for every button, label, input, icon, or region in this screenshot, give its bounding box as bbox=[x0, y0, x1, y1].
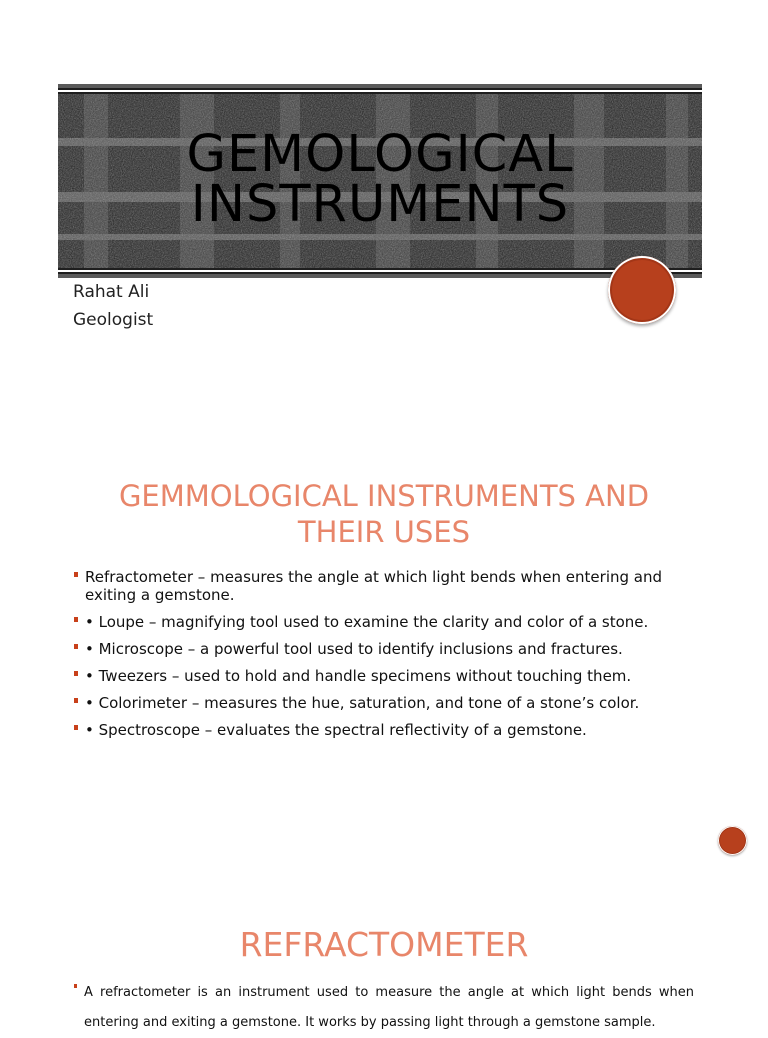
presentation-title bbox=[58, 125, 702, 234]
list-item-text: • Microscope – a powerful tool used to identify inclusions and fractures. bbox=[85, 640, 623, 658]
list-item bbox=[72, 667, 702, 685]
bullet-marker-icon bbox=[74, 644, 78, 649]
author-role: Geologist bbox=[73, 310, 154, 330]
bullet-marker-icon bbox=[74, 617, 78, 622]
instruments-slide bbox=[0, 470, 768, 870]
bullet-marker-icon bbox=[74, 671, 78, 676]
slide2-title bbox=[70, 478, 698, 550]
decorative-circle bbox=[608, 256, 676, 324]
slide2-title-line-1: GEMMOLOGICAL INSTRUMENTS AND bbox=[118, 479, 650, 513]
refractometer-slide bbox=[0, 920, 768, 1030]
instrument-list bbox=[72, 568, 702, 748]
title-slide bbox=[0, 0, 768, 420]
list-item-text: Refractometer – measures the angle at which light bends when entering and exiting a gemstone. bbox=[85, 568, 663, 604]
list-item bbox=[72, 640, 702, 658]
decorative-circle-small bbox=[718, 826, 747, 855]
list-item-text: • Tweezers – used to hold and handle specimens without touching them. bbox=[85, 667, 632, 685]
bullet-marker-icon bbox=[74, 984, 77, 988]
list-item bbox=[72, 721, 702, 739]
author-name: Rahat Ali bbox=[73, 282, 150, 302]
list-item bbox=[72, 613, 702, 631]
bullet-marker-icon bbox=[74, 725, 78, 730]
textured-title-banner bbox=[58, 84, 702, 278]
list-item bbox=[72, 568, 702, 604]
list-item bbox=[72, 694, 702, 712]
bullet-marker-icon bbox=[74, 698, 78, 703]
author-block bbox=[73, 278, 153, 334]
title-line-2: INSTRUMENTS bbox=[190, 175, 570, 234]
slide3-body: A refractometer is an instrument used to measure the angle at which light bends when entering and exiting a gemstone. It works by passing light through a gemstone sample. bbox=[84, 985, 694, 1030]
slide3-title: REFRACTOMETER bbox=[239, 925, 529, 964]
list-item-text: • Colorimeter – measures the hue, saturation, and tone of a stone’s color. bbox=[85, 694, 640, 712]
slide2-title-line-2: THEIR USES bbox=[297, 515, 471, 549]
list-item-text: • Spectroscope – evaluates the spectral reflectivity of a gemstone. bbox=[85, 721, 587, 739]
title-line-1: GEMOLOGICAL bbox=[186, 125, 574, 184]
list-item-text: • Loupe – magnifying tool used to examine the clarity and color of a stone. bbox=[85, 613, 649, 631]
bullet-marker-icon bbox=[74, 572, 78, 577]
